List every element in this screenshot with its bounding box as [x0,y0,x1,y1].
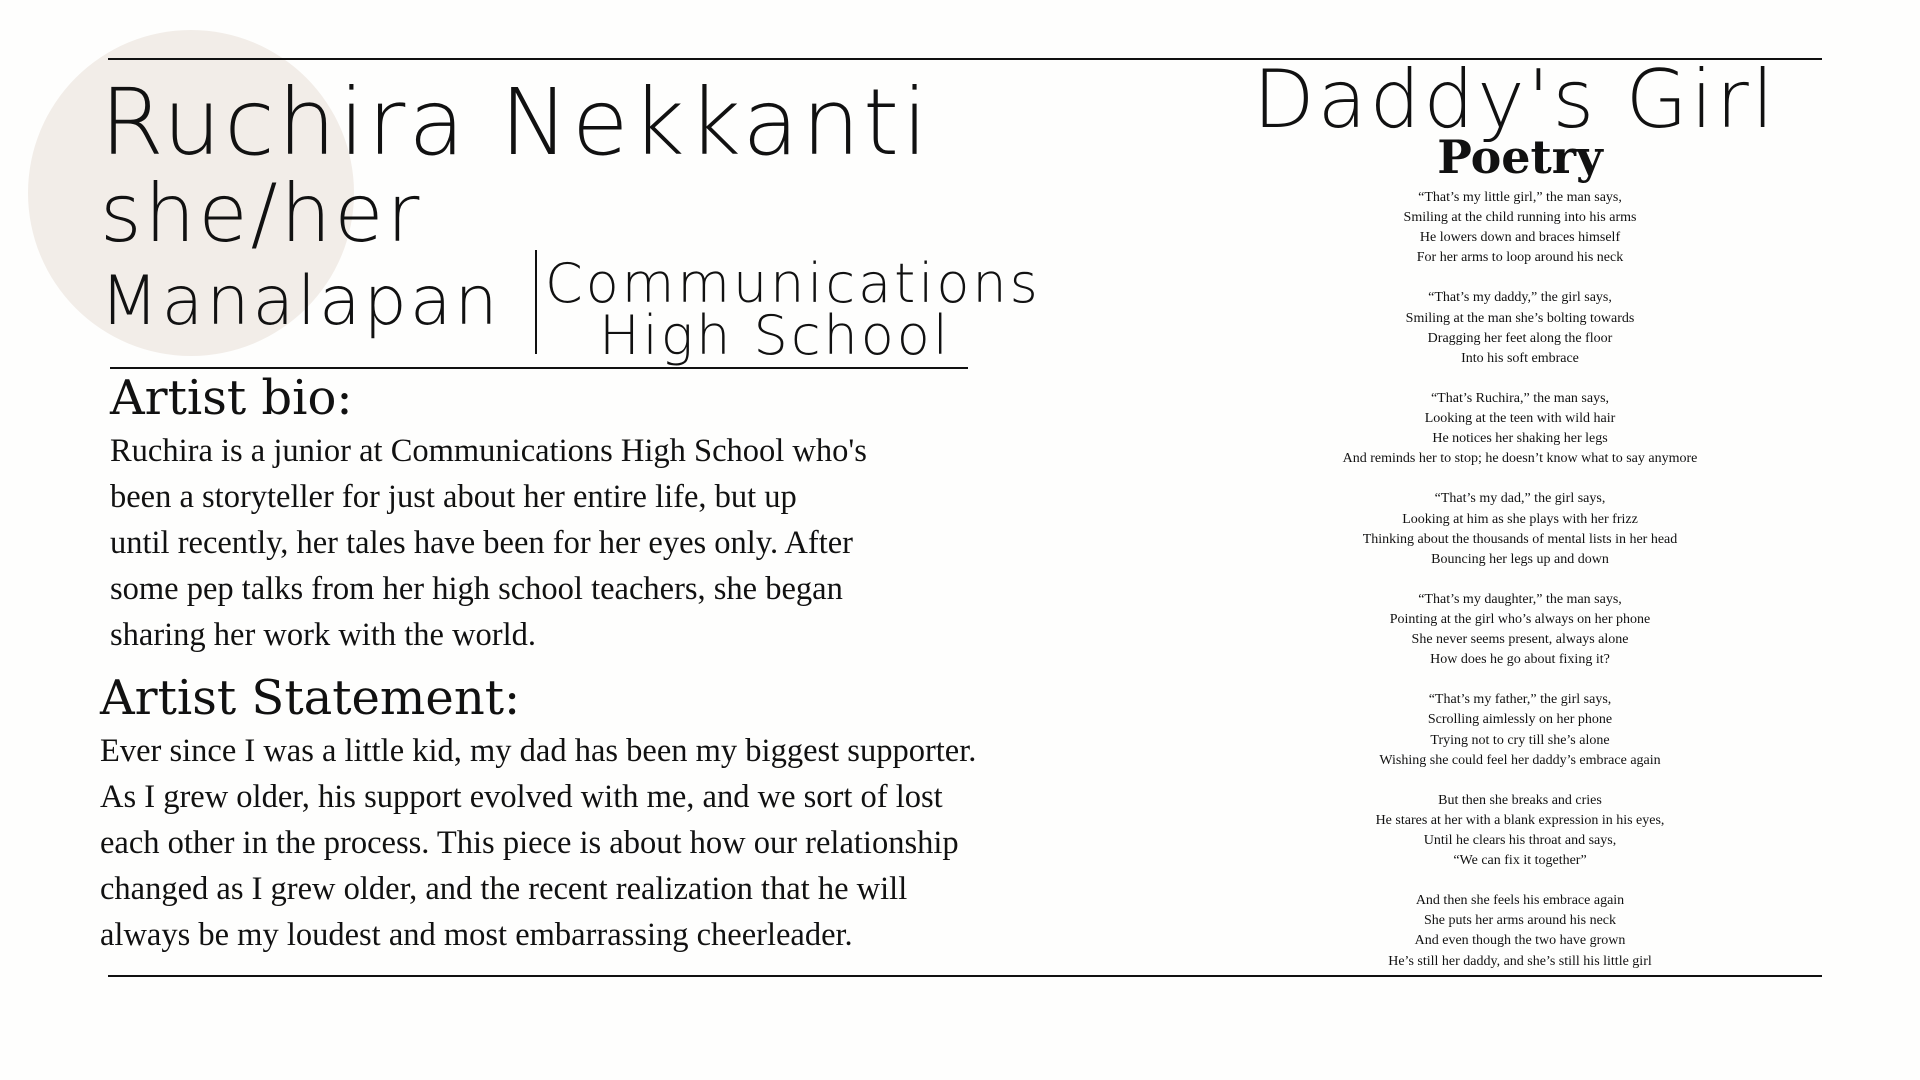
header-divider [110,367,968,369]
poem-line: For her arms to loop around his neck [1416,250,1624,266]
poem-line: Scrolling aimlessly on her phone [1427,712,1613,728]
statement-line: changed as I grew older, and the recent realization that he will [100,871,908,907]
poem-body [1300,188,1740,992]
poem-line: And reminds her to stop; he doesn’t know what to say anymore [1342,451,1698,467]
poem-stanza [1300,288,1740,368]
school-line-2: High School [599,304,951,367]
poem-line: “That’s my father,” the girl says, [1428,692,1612,708]
poem-line: “That’s my little girl,” the man says, [1418,190,1622,205]
poem-line: Trying not to cry till she’s alone [1430,732,1610,748]
poem-line: And then she feels his embrace again [1415,893,1625,909]
poem-stanza [1300,489,1740,569]
poem-line: “That’s my daddy,” the girl says, [1428,290,1612,306]
bio-text [110,428,990,658]
poem-line: He notices her shaking her legs [1432,431,1608,447]
poem-stanza [1300,590,1740,670]
bio-line: until recently, her tales have been for her eyes only. After [110,525,853,561]
poem-line: But then she breaks and cries [1438,792,1602,808]
poem-stanza [1300,389,1740,469]
artist-school [545,252,1041,367]
artist-name: Ruchira Nekkanti [100,69,931,176]
poem-stanza [1300,891,1740,971]
statement-line: As I grew older, his support evolved with me, and we sort of lost [100,779,943,815]
poem-line: “That’s my daughter,” the man says, [1418,591,1622,607]
statement-heading: Artist Statement: [100,670,521,726]
school-line-1: Communications [545,252,1041,315]
poem-line: Smiling at the child running into his arms [1403,210,1637,226]
poem-line: How does he go about fixing it? [1430,652,1610,668]
statement-text [100,728,1120,958]
poem-stanza [1300,188,1740,268]
bio-heading: Artist bio: [110,370,353,426]
poem-line: “We can fix it together” [1453,853,1587,869]
poem-line: And even though the two have grown [1414,933,1626,949]
poem-line: He lowers down and braces himself [1419,230,1621,246]
poem-line: “That’s my dad,” the girl says, [1434,491,1606,507]
poem-line: Into his soft embrace [1461,350,1579,366]
statement-line: each other in the process. This piece is about how our relationship [100,825,959,861]
poem-stanza [1300,690,1740,770]
artist-town: Manalapan [100,262,501,341]
poem-line: Bouncing her legs up and down [1431,551,1609,567]
poem-subtitle: Poetry [1437,130,1603,184]
poem-stanza [1300,791,1740,871]
poem-line: Looking at the teen with wild hair [1424,411,1616,427]
poem-line: He stares at her with a blank expression in his eyes, [1375,812,1665,828]
statement-line: always be my loudest and most embarrassing cheerleader. [100,917,853,953]
poem-line: She never seems present, always alone [1411,632,1629,648]
bio-line: Ruchira is a junior at Communications High School who's [110,433,867,469]
poem-line: Looking at him as she plays with her frizz [1402,511,1638,527]
statement-line: Ever since I was a little kid, my dad has been my biggest supporter. [100,733,977,769]
poem-line: She puts her arms around his neck [1423,913,1617,929]
bio-line: been a storyteller for just about her entire life, but up [110,479,797,515]
poem-line: Pointing at the girl who’s always on her phone [1389,611,1651,627]
bio-line: some pep talks from her high school teachers, she began [110,571,843,607]
poem-line: Wishing she could feel her daddy’s embrace again [1379,752,1661,768]
bio-line: sharing her work with the world. [110,617,537,653]
poem-line: Until he clears his throat and says, [1423,833,1617,848]
poem-title: Daddy's Girl [1253,53,1777,146]
poem-line: Thinking about the thousands of mental lists in her head [1362,531,1678,547]
poem-line: Smiling at the man she’s bolting towards [1405,310,1635,326]
vertical-divider [535,250,537,354]
artist-pronouns: she/her [100,167,423,260]
poem-line: Dragging her feet along the floor [1427,330,1613,346]
poem-line: He’s still her daddy, and she’s still his little girl [1388,953,1652,969]
poem-line: “That’s Ruchira,” the man says, [1430,390,1610,406]
